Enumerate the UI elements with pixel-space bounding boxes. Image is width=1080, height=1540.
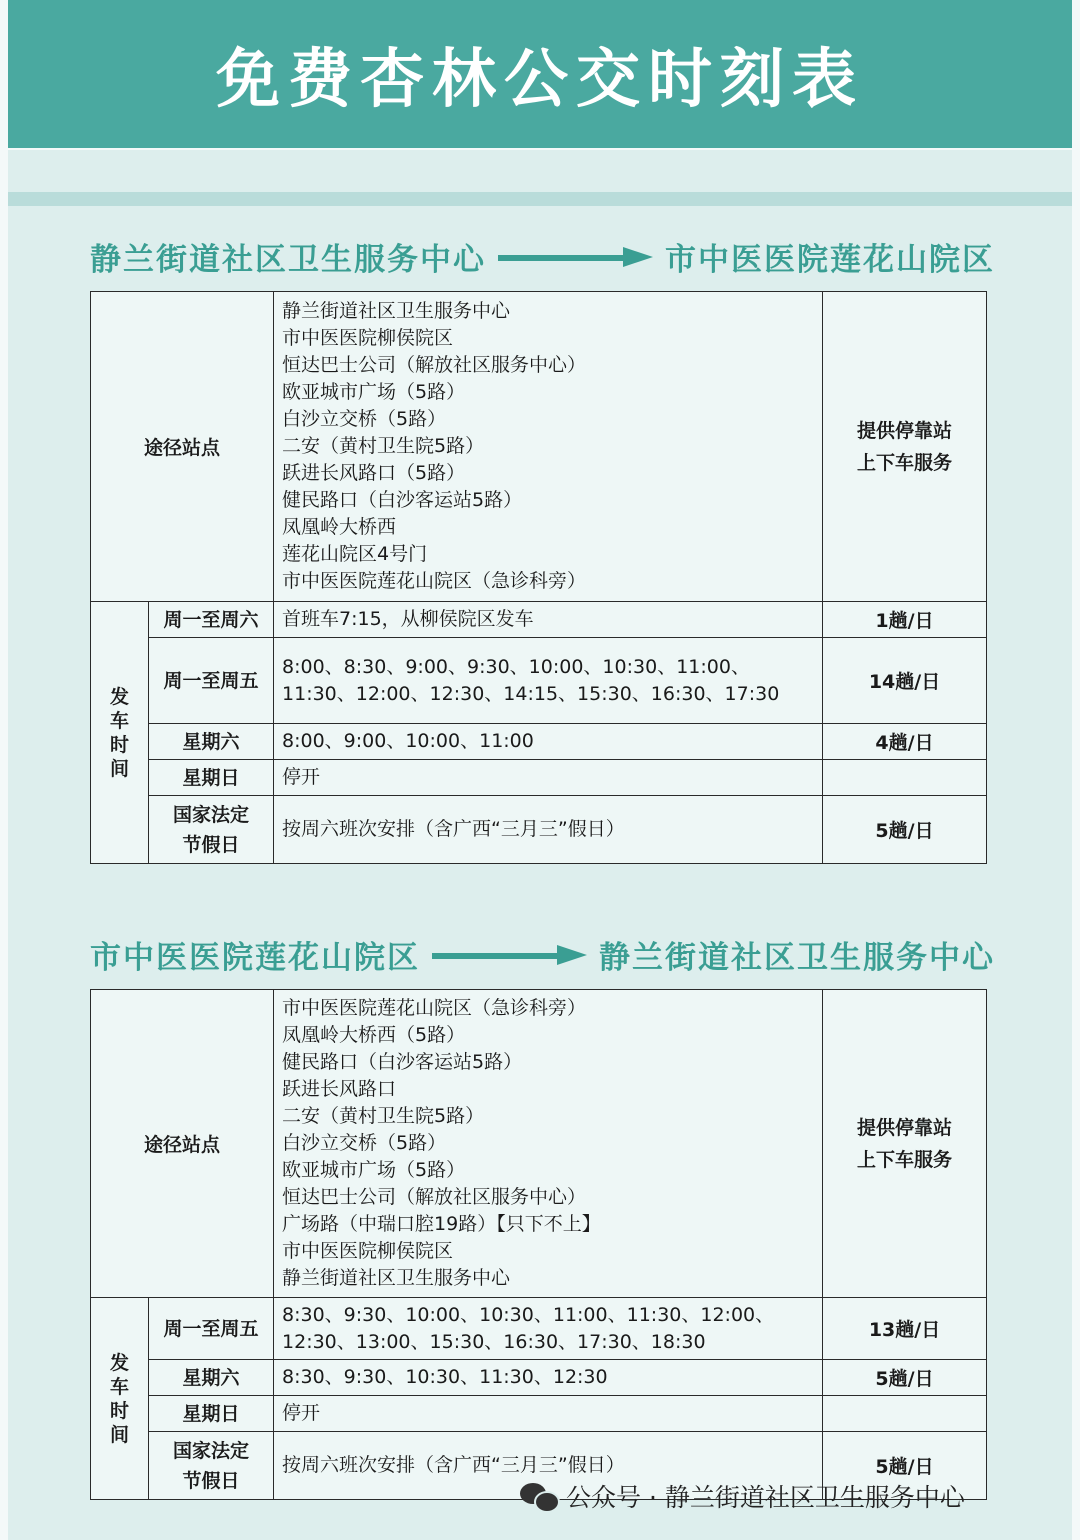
route-2-heading xyxy=(90,932,995,977)
departure-times: 首班车7:15，从柳侯院区发车 xyxy=(274,602,823,638)
table-row xyxy=(91,990,987,1298)
day-label: 周一至周六 xyxy=(149,602,274,638)
footer-text: 公众号 · 静兰街道社区卫生服务中心 xyxy=(566,1483,965,1512)
decorative-stripe xyxy=(8,192,1072,206)
list-item: 健民路口（白沙客运站5路） xyxy=(282,489,523,511)
trip-count: 1趟/日 xyxy=(823,602,987,638)
departure-times: 停开 xyxy=(274,1396,823,1432)
list-item: 白沙立交桥（5路） xyxy=(282,1132,447,1154)
trip-count: 5趟/日 xyxy=(823,796,987,864)
route-1-origin: 静兰街道社区卫生服务中心 xyxy=(90,242,486,278)
departure-times: 8:30、9:30、10:00、10:30、11:00、11:30、12:00、12:30、13:00、15:30、16:30、17:30、18:30 xyxy=(274,1298,823,1360)
departure-label: 发 车 时 间 xyxy=(91,602,149,864)
page-header xyxy=(8,0,1072,148)
table-row xyxy=(91,1360,987,1396)
right-arrow-icon xyxy=(432,945,587,965)
list-item: 二安（黄村卫生院5路） xyxy=(282,435,485,457)
table-row xyxy=(91,1298,987,1360)
table-row xyxy=(91,638,987,724)
day-label: 周一至周五 xyxy=(149,638,274,724)
day-label: 星期六 xyxy=(149,724,274,760)
departure-label: 发 车 时 间 xyxy=(91,1298,149,1500)
list-item: 白沙立交桥（5路） xyxy=(282,408,447,430)
departure-times: 按周六班次安排（含广西“三月三”假日） xyxy=(274,1432,823,1500)
day-label: 星期日 xyxy=(149,760,274,796)
stops-label: 途径站点 xyxy=(91,292,274,602)
day-label: 星期日 xyxy=(149,1396,274,1432)
stops-list xyxy=(274,990,823,1298)
trip-count: 5趟/日 xyxy=(823,1360,987,1396)
list-item: 恒达巴士公司（解放社区服务中心） xyxy=(282,354,587,376)
list-item: 健民路口（白沙客运站5路） xyxy=(282,1051,523,1073)
route-1-destination: 市中医医院莲花山院区 xyxy=(665,242,995,278)
day-label: 星期六 xyxy=(149,1360,274,1396)
trip-count: 5趟/日 xyxy=(823,1432,987,1500)
list-item: 静兰街道社区卫生服务中心 xyxy=(282,1267,511,1289)
day-label: 国家法定 节假日 xyxy=(149,796,274,864)
table-row xyxy=(91,760,987,796)
stops-list xyxy=(274,292,823,602)
trip-count xyxy=(823,1396,987,1432)
list-item: 跃进长风路口（5路） xyxy=(282,462,466,484)
list-item: 跃进长风路口 xyxy=(282,1078,397,1100)
table-row xyxy=(91,292,987,602)
list-item: 凤凰岭大桥西 xyxy=(282,516,397,538)
wechat-icon xyxy=(520,1481,558,1511)
day-label: 国家法定 节假日 xyxy=(149,1432,274,1500)
day-label: 周一至周五 xyxy=(149,1298,274,1360)
table-row xyxy=(91,602,987,638)
list-item: 二安（黄村卫生院5路） xyxy=(282,1105,485,1127)
departure-times: 8:00、8:30、9:00、9:30、10:00、10:30、11:00、11:30、12:00、12:30、14:15、15:30、16:30、17:30 xyxy=(274,638,823,724)
trip-count: 4趟/日 xyxy=(823,724,987,760)
table-row xyxy=(91,1396,987,1432)
route-2-origin: 市中医医院莲花山院区 xyxy=(90,940,420,976)
departure-times: 8:00、9:00、10:00、11:00 xyxy=(274,724,823,760)
departure-times: 8:30、9:30、10:30、11:30、12:30 xyxy=(274,1360,823,1396)
service-note: 提供停靠站 上下车服务 xyxy=(823,292,987,602)
list-item: 恒达巴士公司（解放社区服务中心） xyxy=(282,1186,587,1208)
table-row xyxy=(91,796,987,864)
route-2-destination: 静兰街道社区卫生服务中心 xyxy=(599,940,995,976)
list-item: 市中医医院柳侯院区 xyxy=(282,327,454,349)
list-item: 市中医医院柳侯院区 xyxy=(282,1240,454,1262)
right-arrow-icon xyxy=(498,247,653,267)
service-note: 提供停靠站 上下车服务 xyxy=(823,990,987,1298)
list-item: 市中医医院莲花山院区（急诊科旁） xyxy=(282,570,587,592)
departure-times: 按周六班次安排（含广西“三月三”假日） xyxy=(274,796,823,864)
departure-times: 停开 xyxy=(274,760,823,796)
page-title: 免费杏林公交时刻表 xyxy=(216,43,864,117)
footer-watermark xyxy=(520,1476,965,1516)
list-item: 广场路（中瑞口腔19路）【只下不上】 xyxy=(282,1213,601,1235)
route-1-timetable xyxy=(90,291,987,864)
route-2-timetable xyxy=(90,989,987,1500)
trip-count: 14趟/日 xyxy=(823,638,987,724)
list-item: 静兰街道社区卫生服务中心 xyxy=(282,300,511,322)
list-item: 莲花山院区4号门 xyxy=(282,543,428,565)
list-item: 欧亚城市广场（5路） xyxy=(282,381,466,403)
trip-count: 13趟/日 xyxy=(823,1298,987,1360)
list-item: 市中医医院莲花山院区（急诊科旁） xyxy=(282,997,587,1019)
trip-count xyxy=(823,760,987,796)
route-1-heading xyxy=(90,234,995,279)
stops-label: 途径站点 xyxy=(91,990,274,1298)
list-item: 凤凰岭大桥西（5路） xyxy=(282,1024,466,1046)
table-row xyxy=(91,724,987,760)
list-item: 欧亚城市广场（5路） xyxy=(282,1159,466,1181)
